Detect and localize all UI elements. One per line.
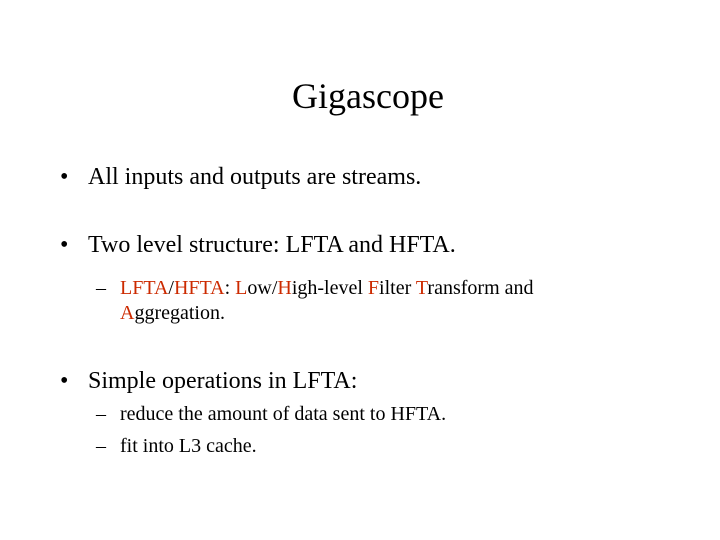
- bullet-text: Simple operations in LFTA:: [88, 368, 358, 394]
- sub-bullet-marker: –: [96, 435, 106, 457]
- text-ransform-and: ransform and: [427, 277, 534, 299]
- term-lfta: LFTA: [120, 277, 169, 299]
- bullet-marker: •: [60, 164, 69, 190]
- bullet-two-level-structure: [60, 230, 456, 260]
- sub-bullet-marker: –: [96, 403, 106, 425]
- text-igh-level: igh-level: [291, 277, 368, 299]
- letter-l: L: [235, 277, 248, 299]
- sub-bullet-lfta-hfta-definition: [96, 276, 534, 326]
- colon: :: [224, 277, 236, 299]
- text-ow: ow/: [247, 277, 278, 299]
- sub-bullet-l3-cache: [96, 434, 257, 459]
- text-ggregation: ggregation.: [134, 302, 225, 324]
- letter-f: F: [367, 277, 380, 299]
- bullet-inputs-outputs: [60, 162, 422, 192]
- bullet-text: All inputs and outputs are streams.: [88, 164, 422, 190]
- slide-title: Gigascope: [292, 76, 444, 116]
- text-ilter: ilter: [379, 277, 416, 299]
- sub-bullet-marker: –: [96, 277, 106, 299]
- letter-h: H: [277, 277, 292, 299]
- definition-line-1: [120, 276, 534, 301]
- sub-bullet-text: fit into L3 cache.: [120, 435, 257, 457]
- sub-bullet-text: reduce the amount of data sent to HFTA.: [120, 403, 447, 425]
- bullet-marker: •: [60, 368, 69, 394]
- term-hfta: HFTA: [173, 277, 225, 299]
- bullet-simple-operations: [60, 366, 358, 396]
- bullet-marker: •: [60, 232, 69, 258]
- letter-t: T: [415, 277, 428, 299]
- bullet-text: Two level structure: LFTA and HFTA.: [88, 232, 456, 258]
- definition-line-2: [120, 301, 534, 326]
- letter-a: A: [120, 302, 135, 324]
- sub-bullet-reduce-data: [96, 402, 447, 427]
- slash: /: [168, 277, 174, 299]
